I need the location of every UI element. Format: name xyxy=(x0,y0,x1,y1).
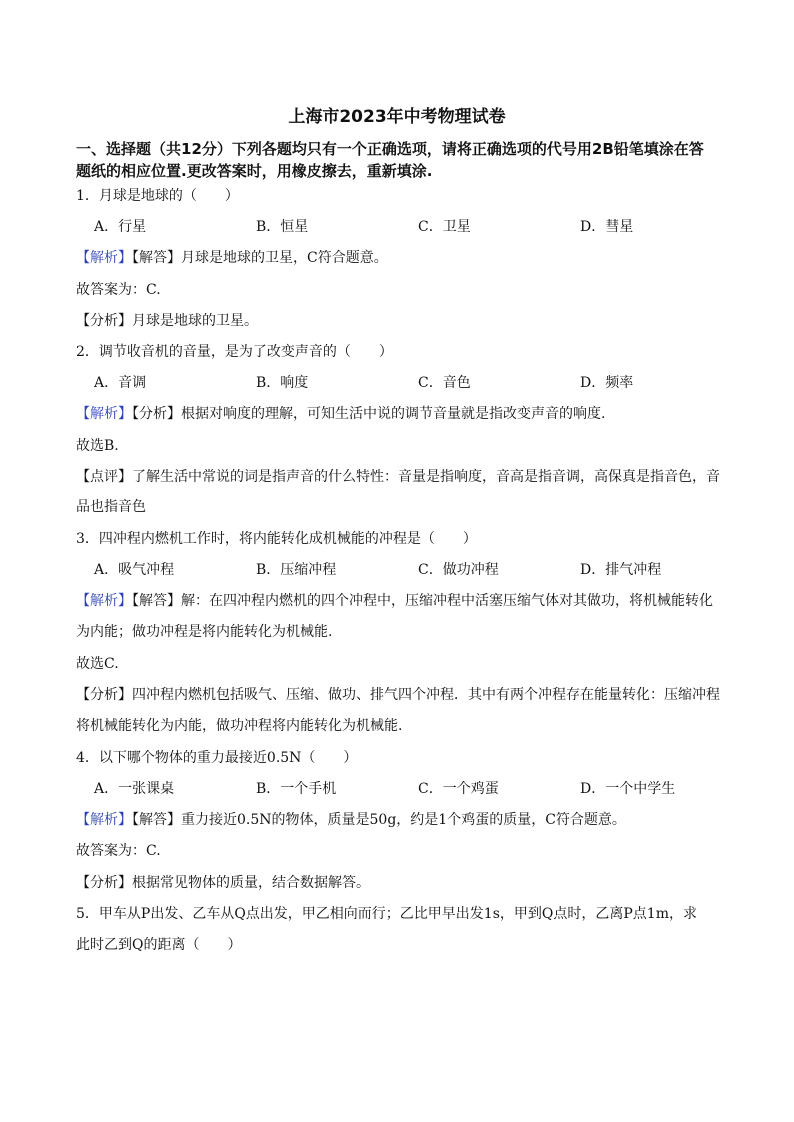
option-c: C．做功冲程 xyxy=(418,562,499,578)
question-1-solution xyxy=(76,248,388,268)
question-3-answer: 故选C. xyxy=(76,656,119,672)
question-4-stem: 4．以下哪个物体的重力最接近0.5N（ ） xyxy=(76,750,358,766)
solution-text: 【解答】重力接近0.5N的物体，质量是50g，约是1个鸡蛋的质量，C符合题意。 xyxy=(132,812,626,828)
question-4-analysis: 【分析】根据常见物体的质量，结合数据解答。 xyxy=(76,875,370,891)
question-5-stem-line1: 5．甲车从P出发、乙车从Q点出发，甲乙相向而行；乙比甲早出发1s，甲到Q点时，乙离P点1m，求 xyxy=(76,906,697,922)
option-b: B．压缩冲程 xyxy=(256,562,337,578)
question-2-stem: 2．调节收音机的音量，是为了改变声音的（ ） xyxy=(76,344,393,360)
question-2-comment-line1: 【点评】了解生活中常说的词是指声音的什么特性：音量是指响度，音高是指音调，高保真是指音色，音 xyxy=(76,469,720,485)
question-3-analysis-line2: 将机械能转化为内能，做功冲程将内能转化为机械能. xyxy=(76,718,403,734)
section-instructions-line1: 一、选择题（共12分）下列各题均只有一个正确选项，请将正确选项的代号用2B铅笔填涂在答 xyxy=(76,140,704,158)
question-2-answer: 故选B. xyxy=(76,438,119,454)
question-2-solution xyxy=(76,404,605,424)
option-a: A．一张课桌 xyxy=(94,781,175,797)
question-1-analysis: 【分析】月球是地球的卫星。 xyxy=(76,313,258,329)
solution-tag: 【解析】 xyxy=(76,812,132,828)
solution-tag: 【解析】 xyxy=(76,593,132,609)
option-a: A．音调 xyxy=(94,375,147,391)
solution-tag: 【解析】 xyxy=(76,406,132,422)
question-3-analysis-line1: 【分析】四冲程内燃机包括吸气、压缩、做功、排气四个冲程．其中有两个冲程存在能量转化：压缩冲程 xyxy=(76,687,720,703)
option-d: D．一个中学生 xyxy=(580,781,676,797)
option-d: D．频率 xyxy=(580,375,634,391)
section-instructions-line2: 题纸的相应位置.更改答案时，用橡皮擦去，重新填涂. xyxy=(76,162,433,180)
question-1-answer: 故答案为：C. xyxy=(76,282,161,298)
page-title: 上海市2023年中考物理试卷 xyxy=(288,107,506,127)
question-3-solution-line2: 为内能；做功冲程是将内能转化为机械能. xyxy=(76,624,333,640)
question-4-solution xyxy=(76,810,626,830)
option-b: B．一个手机 xyxy=(256,781,337,797)
question-4-answer: 故答案为：C. xyxy=(76,843,161,859)
question-3-stem: 3．四冲程内燃机工作时，将内能转化成机械能的冲程是（ ） xyxy=(76,531,477,547)
option-a: A．行星 xyxy=(94,219,147,235)
option-c: C．音色 xyxy=(418,375,471,391)
question-5-stem-line2: 此时乙到Q的距离（ ） xyxy=(76,937,242,953)
solution-text: 【分析】根据对响度的理解，可知生活中说的调节音量就是指改变声音的响度. xyxy=(132,406,606,422)
option-a: A．吸气冲程 xyxy=(94,562,175,578)
solution-text: 【解答】解：在四冲程内燃机的四个冲程中，压缩冲程中活塞压缩气体对其做功，将机械能转化 xyxy=(132,593,713,609)
option-c: C．一个鸡蛋 xyxy=(418,781,499,797)
option-b: B．恒星 xyxy=(256,219,309,235)
solution-tag: 【解析】 xyxy=(76,250,132,266)
solution-text: 【解答】月球是地球的卫星，C符合题意。 xyxy=(132,250,388,266)
option-b: B．响度 xyxy=(256,375,309,391)
question-2-comment-line2: 品也指音色 xyxy=(76,499,146,515)
question-1-stem: 1．月球是地球的（ ） xyxy=(76,188,239,204)
option-d: D．彗星 xyxy=(580,219,634,235)
option-c: C．卫星 xyxy=(418,219,471,235)
option-d: D．排气冲程 xyxy=(580,562,662,578)
question-3-solution-line1 xyxy=(76,591,713,611)
